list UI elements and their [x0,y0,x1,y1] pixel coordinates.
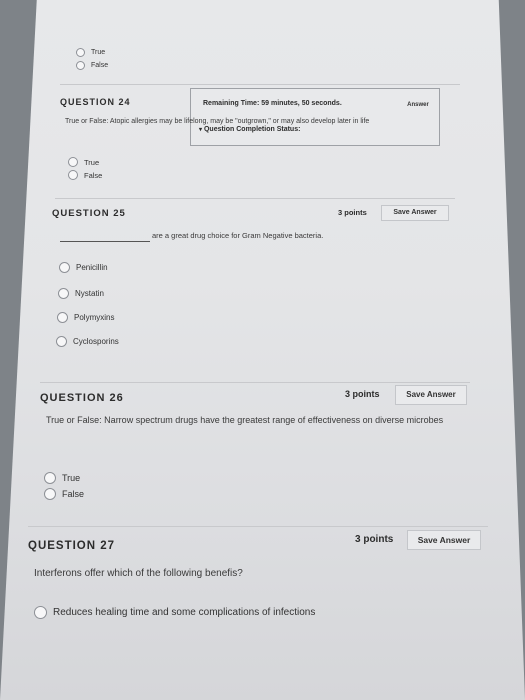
option-label: Penicillin [76,263,108,272]
radio-button[interactable] [68,170,78,180]
completion-status-label: Question Completion Status: [203,126,301,133]
radio-button[interactable] [58,288,69,299]
radio-button[interactable] [34,606,47,619]
q26-heading: QUESTION 26 [40,392,124,404]
chevron-down-icon[interactable]: ▾ [199,127,203,133]
radio-button[interactable] [76,48,85,57]
radio-button[interactable] [44,472,56,484]
q26-points: 3 points [345,389,380,399]
q25-heading: QUESTION 25 [52,208,126,219]
q27-save-button[interactable]: Save Answer [407,530,481,550]
q26-option-true[interactable] [44,472,80,484]
option-label: False [62,489,85,499]
option-label: Polymyxins [74,313,115,322]
q26-save-button[interactable]: Save Answer [395,385,467,405]
remaining-time-label: Remaining Time: [203,100,260,107]
radio-button[interactable] [57,312,68,323]
q24-option-true[interactable] [68,157,99,167]
divider [60,84,460,85]
option-label: False [91,62,109,69]
fill-in-blank[interactable] [60,241,150,242]
q25-option-polymyxins[interactable] [57,312,114,323]
q24-save-button[interactable]: Answer [407,102,429,108]
radio-button[interactable] [44,488,56,500]
q26-option-false[interactable] [44,488,84,500]
q25-option-cyclosporins[interactable] [56,336,119,347]
remaining-time-value: 59 minutes, 50 seconds. [261,100,342,107]
option-label: True [84,157,100,167]
q23-option-true[interactable] [76,48,105,57]
q25-save-button[interactable]: Save Answer [381,205,449,221]
q23-option-false[interactable] [76,61,108,70]
option-label: Nystatin [75,289,104,298]
q24-heading: QUESTION 24 [60,97,131,107]
divider [40,382,470,383]
divider [55,198,455,199]
option-label: True [62,473,81,483]
q24-question-text: True or False: Atopic allergies may be lifelong, may be "outgrown," or may also develop later in life [65,118,370,125]
q26-question-text: True or False: Narrow spectrum drugs have the greatest range of effectiveness on diverse microbes [46,415,444,425]
q25-points: 3 points [338,208,367,217]
radio-button[interactable] [59,262,70,273]
q27-option-reduces-healing-time[interactable] [34,606,315,619]
q24-option-false[interactable] [68,170,102,180]
remaining-time [203,100,342,107]
q27-points: 3 points [355,534,394,545]
q25-question-text: are a great drug choice for Gram Negative bacteria. [152,231,324,240]
q27-heading: QUESTION 27 [28,540,116,552]
divider [28,526,488,527]
option-label: False [84,170,103,180]
radio-button[interactable] [68,157,78,167]
completion-status[interactable] [199,126,300,133]
option-label: Cyclosporins [73,337,119,346]
q25-option-nystatin[interactable] [58,288,104,299]
q27-question-text: Interferons offer which of the following benefis? [34,568,243,579]
option-label: True [91,49,106,56]
radio-button[interactable] [56,336,67,347]
radio-button[interactable] [76,61,85,70]
option-label: Reduces healing time and some complications of infections [53,607,316,618]
q25-option-penicillin[interactable] [59,262,108,273]
